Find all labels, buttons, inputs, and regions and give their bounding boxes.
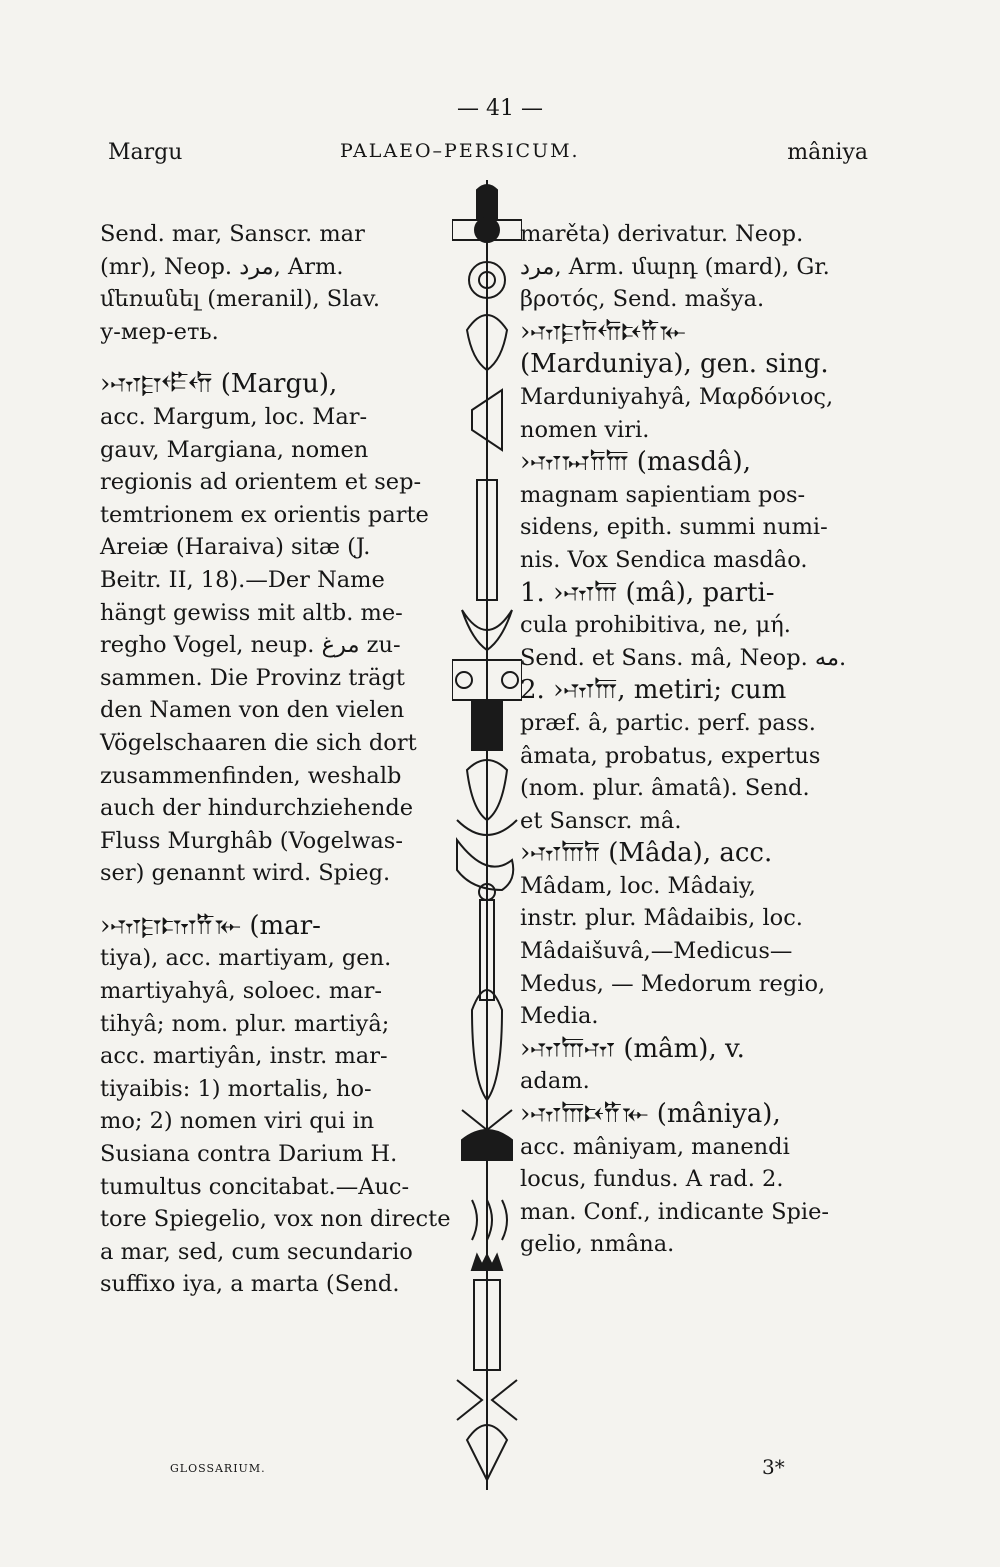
left-column-line: у-мер-еть. bbox=[100, 318, 219, 345]
left-column-line: acc. martiyân, instr. mar- bbox=[100, 1043, 388, 1070]
left-column-line: Areiæ (Haraiva) sitæ (J. bbox=[100, 534, 371, 561]
right-column-line: 1. ›𐎶𐎠 (mâ), parti- bbox=[520, 577, 775, 608]
left-column-line: suffixo iya, a marta (Send. bbox=[100, 1271, 400, 1298]
right-column bbox=[520, 218, 940, 1261]
left-column-line: acc. Margum, loc. Mar- bbox=[100, 403, 368, 430]
left-column-line: martiyahyâ, soloec. mar- bbox=[100, 978, 382, 1005]
left-column-line: tiya), acc. martiyam, gen. bbox=[100, 945, 392, 972]
right-column-line: magnam sapientiam pos- bbox=[520, 481, 806, 508]
right-column-line: adam. bbox=[520, 1068, 590, 1095]
right-column-line: ›𐎶𐎼𐎭𐎢𐎴𐎡𐎹 bbox=[520, 316, 686, 347]
right-column-line: ›𐎶𐎠𐎶 (mâm), v. bbox=[520, 1033, 745, 1064]
right-column-line: مرد, Arm. մարդ (mard), Gr. bbox=[520, 253, 830, 280]
right-column-line: βροτός, Send. mašya. bbox=[520, 286, 765, 313]
left-column-line: Susiana contra Darium H. bbox=[100, 1141, 398, 1168]
right-column-line: locus, fundus. A rad. 2. bbox=[520, 1166, 784, 1193]
right-column-line: Send. et Sans. mâ, Neop. مه. bbox=[520, 644, 847, 671]
right-column-line: man. Conf., indicante Spie- bbox=[520, 1198, 830, 1225]
left-column-line bbox=[100, 890, 450, 910]
right-column-line: sidens, epith. summi numi- bbox=[520, 514, 828, 541]
header-title: PALAEO–PERSICUM. bbox=[340, 140, 580, 162]
right-column-line: Mâdaišuvâ,—Medicus— bbox=[520, 938, 793, 965]
right-column-line: (Marduniya), gen. sing. bbox=[520, 349, 829, 380]
right-column-line: gelio, nmâna. bbox=[520, 1231, 675, 1258]
right-column-line: ›𐎶𐎠𐎭 (Mâda), acc. bbox=[520, 838, 773, 869]
left-column-line: ›𐎶𐎼𐎫𐎡𐎹 (mar- bbox=[100, 910, 321, 941]
right-column-line: 2. ›𐎶𐎠, metiri; cum bbox=[520, 675, 787, 706]
right-column-line: nomen viri. bbox=[520, 416, 650, 443]
left-column-line: regho Vogel, neup. مرغ zu- bbox=[100, 632, 401, 659]
right-column-line: cula prohibitiva, ne, μή. bbox=[520, 612, 791, 639]
left-column-line: ser) genannt wird. Spieg. bbox=[100, 860, 391, 887]
left-column-line bbox=[100, 348, 450, 368]
left-column-line: Fluss Murghâb (Vogelwas- bbox=[100, 827, 403, 854]
right-column-line: Mâdam, loc. Mâdaiy, bbox=[520, 872, 756, 899]
right-column-line: ›𐎶𐏀𐎭𐎠 (masdâ), bbox=[520, 447, 751, 478]
left-column-line: (mr), Neop. مرد, Arm. bbox=[100, 253, 344, 280]
left-column-line: Send. mar, Sanscr. mar bbox=[100, 221, 365, 247]
right-column-line: (nom. plur. âmatâ). Send. bbox=[520, 775, 810, 802]
left-column-line: hängt gewiss mit altb. me- bbox=[100, 599, 403, 626]
right-column-line: præf. â, partic. perf. pass. bbox=[520, 709, 816, 736]
left-column-line: auch der hindurchziehende bbox=[100, 795, 414, 822]
left-column-line: regionis ad orientem et sep- bbox=[100, 469, 422, 496]
right-column-line: Marduniyahyâ, Μαρδόνιος, bbox=[520, 383, 834, 410]
left-column-line: մեռանել (meranil), Slav. bbox=[100, 286, 380, 313]
right-column-line: marěta) derivatur. Neop. bbox=[520, 221, 804, 247]
left-column-line: tumultus concitabat.—Auc- bbox=[100, 1173, 410, 1200]
right-column-line: âmata, probatus, expertus bbox=[520, 742, 821, 769]
page-number: — 41 — bbox=[457, 96, 543, 121]
right-column-line: et Sanscr. mâ. bbox=[520, 807, 682, 834]
header-left-keyword: Margu bbox=[108, 140, 183, 165]
left-column-line: tore Spiegelio, vox non directe bbox=[100, 1206, 451, 1233]
left-column-line: zusammenfinden, weshalb bbox=[100, 762, 402, 789]
left-column-line: sammen. Die Provinz trägt bbox=[100, 664, 405, 691]
right-column-line: Media. bbox=[520, 1003, 599, 1030]
header-right-keyword: mâniya bbox=[787, 140, 868, 165]
left-column-line: temtrionem ex orientis parte bbox=[100, 501, 429, 528]
left-column-line: tihyâ; nom. plur. martiyâ; bbox=[100, 1010, 390, 1037]
left-column-line: Beitr. II, 18).—Der Name bbox=[100, 566, 385, 593]
vertical-ornament-icon bbox=[452, 180, 522, 1490]
left-column-line: tiyaibis: 1) mortalis, ho- bbox=[100, 1075, 372, 1102]
left-column-line: Vögelschaaren die sich dort bbox=[100, 729, 417, 756]
right-column-line: nis. Vox Sendica masdâo. bbox=[520, 546, 808, 573]
right-column-line: ›𐎶𐎠𐎴𐎡𐎹 (mâniya), bbox=[520, 1099, 781, 1130]
right-column-line: Medus, — Medorum regio, bbox=[520, 970, 826, 997]
left-column-line: a mar, sed, cum secundario bbox=[100, 1238, 413, 1265]
left-column-line: ›𐎶𐎼𐎦𐎢 (Margu), bbox=[100, 369, 338, 400]
footer-signature: GLOSSARIUM. bbox=[170, 1462, 266, 1475]
left-column-line: mo; 2) nomen viri qui in bbox=[100, 1108, 375, 1135]
right-column-line: instr. plur. Mâdaibis, loc. bbox=[520, 905, 803, 932]
left-column-line: den Namen von den vielen bbox=[100, 697, 405, 724]
left-column bbox=[100, 218, 450, 1301]
left-column-line: gauv, Margiana, nomen bbox=[100, 436, 369, 463]
right-column-line: acc. mâniyam, manendi bbox=[520, 1133, 790, 1160]
footer-sheet-mark: 3* bbox=[762, 1455, 785, 1479]
